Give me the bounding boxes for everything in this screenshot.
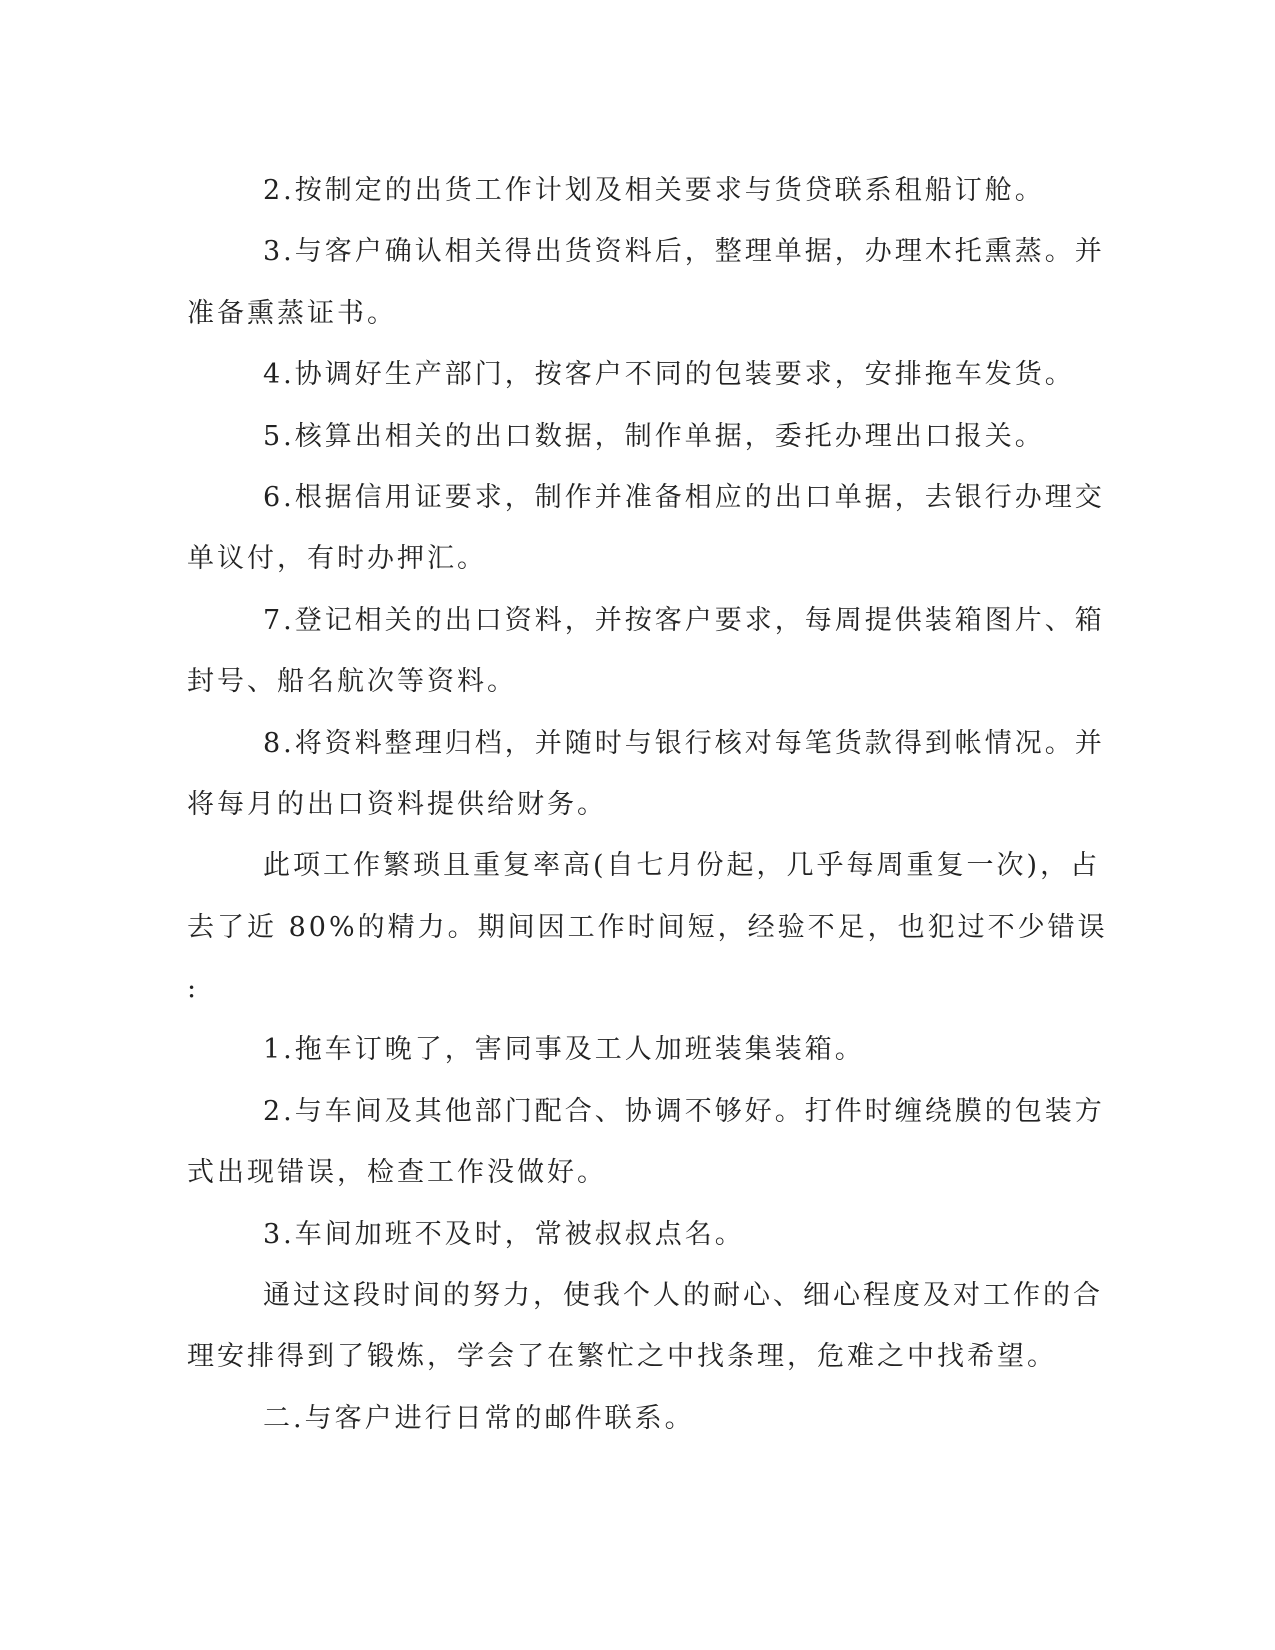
text-line: 通过这段时间的努力，使我个人的耐心、细心程度及对工作的合: [263, 1280, 1103, 1312]
text-line: 5.核算出相关的出口数据，制作单据，委托办理出口报关。: [263, 420, 1045, 452]
text-line: 1.拖车订晚了，害同事及工人加班装集装箱。: [263, 1034, 865, 1066]
text-line: 式出现错误，检查工作没做好。: [187, 1157, 607, 1189]
text-line: 3.车间加班不及时，常被叔叔点名。: [263, 1218, 745, 1250]
text-line: 7.登记相关的出口资料，并按客户要求，每周提供装箱图片、箱: [263, 604, 1105, 636]
text-line: :: [187, 973, 200, 1005]
text-line: 将每月的出口资料提供给财务。: [187, 788, 607, 820]
text-line: 理安排得到了锻炼，学会了在繁忙之中找条理，危难之中找希望。: [187, 1341, 1057, 1373]
text-line: 6.根据信用证要求，制作并准备相应的出口单据，去银行办理交: [263, 481, 1105, 513]
text-line: 此项工作繁琐且重复率高(自七月份起，几乎每周重复一次)，占: [263, 850, 1101, 882]
document-body: [187, 160, 1108, 1449]
text-line: 封号、船名航次等资料。: [187, 666, 517, 698]
text-line: 8.将资料整理归档，并随时与银行核对每笔货款得到帐情况。并: [263, 727, 1105, 759]
text-line: 2.按制定的出货工作计划及相关要求与货贷联系租船订舱。: [263, 175, 1045, 206]
text-line: 单议付，有时办押汇。: [187, 543, 487, 575]
text-line: 二.与客户进行日常的邮件联系。: [263, 1402, 695, 1434]
text-line: 2.与车间及其他部门配合、协调不够好。打件时缠绕膜的包装方: [263, 1095, 1105, 1127]
text-line: 准备熏蒸证书。: [187, 297, 397, 329]
text-line: 4.协调好生产部门，按客户不同的包装要求，安排拖车发货。: [263, 359, 1075, 391]
text-line: 3.与客户确认相关得出货资料后，整理单据，办理木托熏蒸。并: [263, 236, 1105, 268]
text-line: 去了近 80%的精力。期间因工作时间短，经验不足，也犯过不少错误: [187, 911, 1108, 943]
